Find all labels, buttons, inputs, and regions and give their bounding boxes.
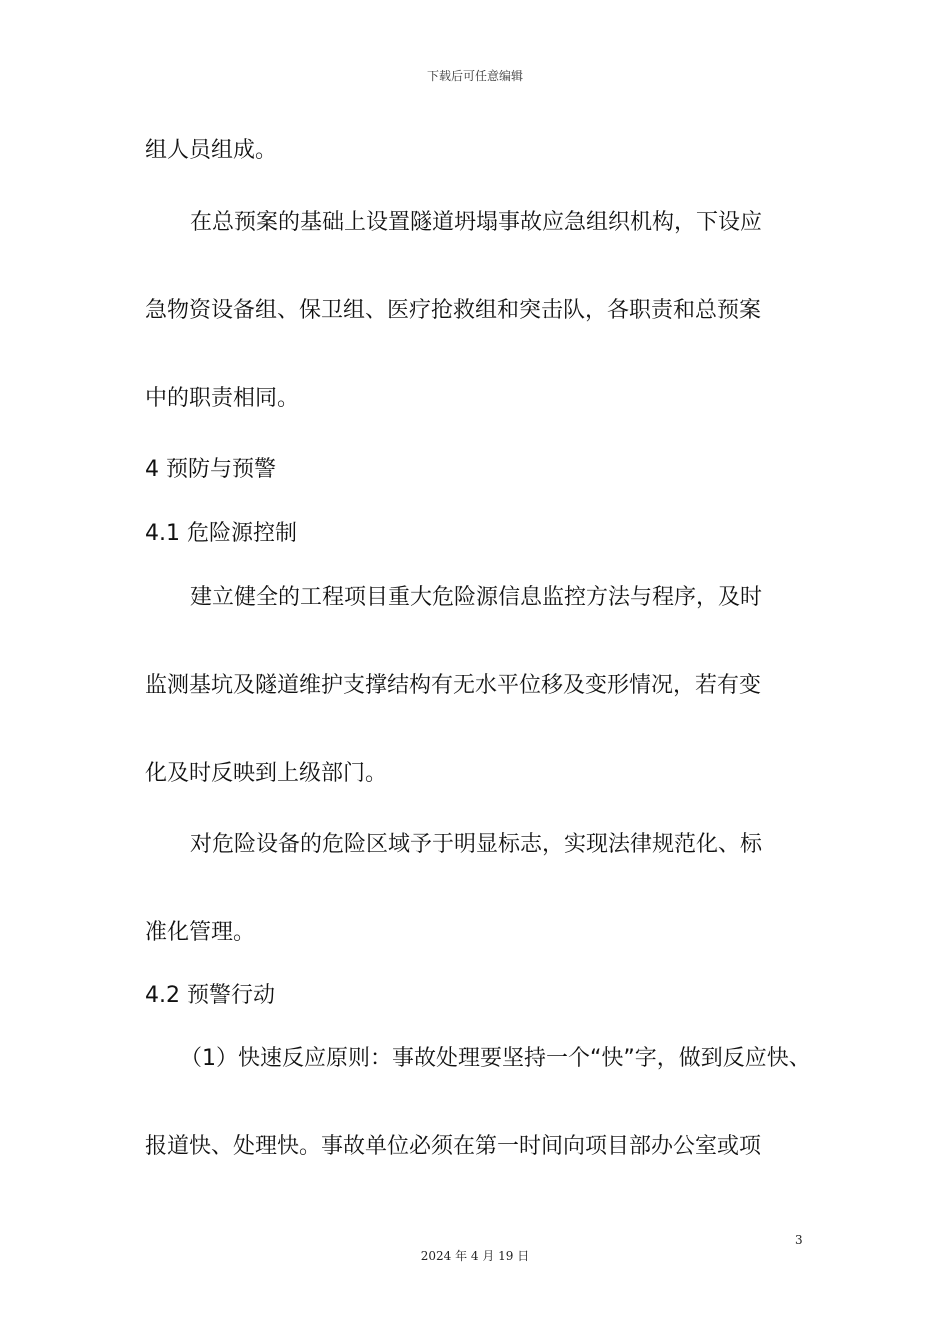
- body-line: 化及时反映到上级部门。: [145, 761, 388, 786]
- body-line: 中的职责相同。: [145, 386, 300, 411]
- body-line: 急物资设备组、保卫组、医疗抢救组和突击队，各职责和总预案: [145, 298, 762, 323]
- body-line: 在总预案的基础上设置隧道坍塌事故应急组织机构，下设应: [190, 210, 763, 235]
- body-line: 组人员组成。: [145, 138, 278, 163]
- body-line: 监测基坑及隧道维护支撑结构有无水平位移及变形情况，若有变: [145, 673, 762, 698]
- section-heading-4: 4 预防与预警: [145, 457, 276, 482]
- section-heading-4-2: 4.2 预警行动: [145, 983, 275, 1008]
- body-line: 准化管理。: [145, 920, 256, 945]
- body-line: 建立健全的工程项目重大危险源信息监控方法与程序，及时: [190, 585, 763, 610]
- footer-date: 2024 年 4 月 19 日: [420, 1249, 530, 1263]
- page-number: 3: [795, 1233, 803, 1247]
- page-header: 下载后可任意编辑: [426, 69, 523, 83]
- section-heading-4-1: 4.1 危险源控制: [145, 521, 297, 546]
- body-line: 报道快、处理快。事故单位必须在第一时间向项目部办公室或项: [145, 1134, 762, 1159]
- body-line: （1）快速反应原则：事故处理要坚持一个“快”字，做到反应快、: [180, 1046, 811, 1071]
- body-line: 对危险设备的危险区域予于明显标志，实现法律规范化、标: [190, 832, 763, 857]
